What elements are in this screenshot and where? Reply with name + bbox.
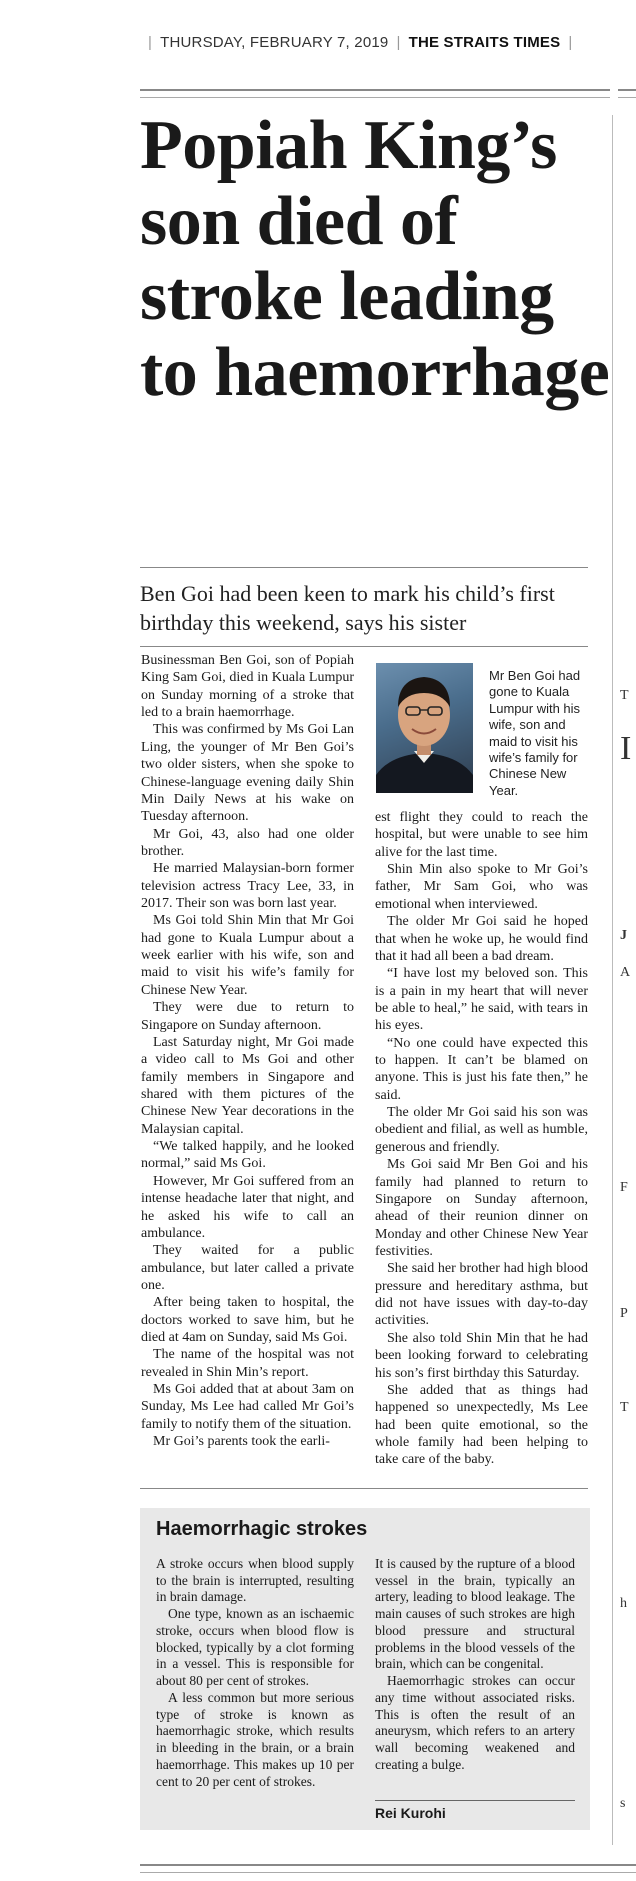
factbox-column-1 bbox=[156, 1556, 354, 1790]
byline-rule bbox=[375, 1800, 575, 1801]
adjacent-column-fragment: T bbox=[620, 688, 629, 703]
paragraph: Ms Goi told Shin Min that Mr Goi had gone to Kuala Lumpur about a week earlier with his wife, son and maid to visit his wife’s family for Chinese New Year. bbox=[141, 913, 354, 998]
headline: Popiah King’s son died of stroke leading to haemorrhage bbox=[140, 107, 610, 411]
paragraph: After being taken to hospital, the doctors worked to save him, but he died at 4am on Sunday, said Ms Goi. bbox=[141, 1295, 354, 1346]
paragraph: The name of the hospital was not revealed in Shin Min’s report. bbox=[141, 1347, 354, 1380]
portrait-illustration bbox=[376, 663, 473, 793]
paragraph: She said her brother had high blood pressure and hereditary asthma, but did not have issues with day-to-day activities. bbox=[375, 1261, 588, 1329]
portrait-photo bbox=[376, 663, 473, 793]
paragraph: Ms Goi added that at about 3am on Sunday, Ms Lee had called Mr Goi’s family to notify them of the situation. bbox=[141, 1382, 354, 1432]
factbox-title: Haemorrhagic strokes bbox=[156, 1518, 368, 1540]
paragraph: The older Mr Goi said his son was obedient and filial, as well as humble, generous and friendly. bbox=[375, 1105, 588, 1155]
paragraph: Ms Goi said Mr Ben Goi and his family had planned to return to Singapore on Sunday afternoon, ahead of their reunion dinner on Monday and other Chinese New Year festivities. bbox=[375, 1157, 588, 1259]
paragraph: Haemorrhagic strokes can occur any time without associated risks. This is often the result of an aneurysm, which refers to an artery wall becoming weakened and creating a bulge. bbox=[375, 1673, 575, 1772]
divider: | bbox=[568, 34, 573, 51]
dateline bbox=[140, 34, 580, 51]
photo-caption: Mr Ben Goi had gone to Kuala Lumpur with his wife, son and maid to visit his wife’s family for Chinese New Year. bbox=[489, 668, 581, 798]
paragraph: The older Mr Goi said he hoped that when he woke up, he would find that it had all been a bad dream. bbox=[375, 914, 588, 964]
paragraph: He married Malaysian-born former television actress Tracy Lee, 33, in 2017. Their son was born last year. bbox=[141, 861, 354, 912]
divider: | bbox=[396, 34, 401, 51]
standfirst-rule bbox=[140, 567, 588, 568]
footer-rule bbox=[140, 1864, 636, 1873]
paragraph: This was confirmed by Ms Goi Lan Ling, the younger of Mr Ben Goi’s two older sisters, when she spoke to Chinese-language evening daily Shin Min Daily News at his wake on Tuesday afternoon. bbox=[141, 722, 354, 825]
divider: | bbox=[148, 34, 153, 51]
paragraph: Mr Goi’s parents took the earli- bbox=[153, 1434, 330, 1450]
adjacent-column-fragment: F bbox=[620, 1180, 628, 1195]
paragraph: She added that as things had happened so unexpectedly, Ms Lee had been quite emotional, so the whole family had been helping to take care of the baby. bbox=[375, 1382, 588, 1468]
paragraph: One type, known as an ischaemic stroke, occurs when blood flow is blocked, typically by a clot forming in a vessel. This is responsible for about 80 per cent of strokes. bbox=[156, 1606, 354, 1689]
article-column-1 bbox=[141, 652, 354, 1451]
adjacent-column-fragment: P bbox=[620, 1306, 628, 1321]
paragraph: Last Saturday night, Mr Goi made a video call to Ms Goi and other family members in Singapore and shared with them pictures of the Chinese New Year decorations in the Malaysian capital. bbox=[141, 1034, 354, 1137]
paragraph: A stroke occurs when blood supply to the brain is interrupted, resulting in brain damage. bbox=[156, 1556, 354, 1605]
adjacent-column-fragment: T bbox=[620, 1400, 629, 1415]
adjacent-column-fragment: I bbox=[620, 730, 632, 767]
adjacent-column-fragment: h bbox=[620, 1596, 627, 1611]
header-rule bbox=[140, 89, 610, 98]
paragraph: They waited for a public ambulance, but later called a private one. bbox=[141, 1243, 354, 1293]
adjacent-header-rule bbox=[618, 89, 636, 98]
issue-date: THURSDAY, FEBRUARY 7, 2019 bbox=[160, 34, 389, 51]
paragraph: Shin Min also spoke to Mr Goi’s father, Mr Sam Goi, who was emotional when interviewed. bbox=[375, 862, 588, 912]
paragraph: However, Mr Goi suffered from an intense headache later that night, and he asked his wife to call an ambulance. bbox=[141, 1173, 354, 1241]
adjacent-column-fragment: s bbox=[620, 1796, 626, 1811]
adjacent-column-fragment: A bbox=[620, 965, 631, 980]
newspaper-name: THE STRAITS TIMES bbox=[408, 34, 561, 51]
paragraph: “We talked happily, and he looked normal,” said Ms Goi. bbox=[141, 1139, 354, 1172]
paragraph: It is caused by the rupture of a blood vessel in the brain, typically an artery, leading to blood leakage. The main causes of such strokes are high blood pressure and structural problems in the blood vessels of the brain, which can be congenital. bbox=[375, 1556, 575, 1672]
column-divider bbox=[612, 115, 613, 1845]
sidebar-top-rule bbox=[140, 1488, 588, 1489]
paragraph: est flight they could to reach the hospital, but were unable to see him alive for the last time. bbox=[375, 810, 588, 860]
paragraph: Mr Goi, 43, also had one older brother. bbox=[141, 826, 354, 859]
adjacent-column-fragment: J bbox=[620, 928, 627, 943]
paragraph: Businessman Ben Goi, son of Popiah King Sam Goi, died in Kuala Lumpur on Sunday morning of a stroke that led to a brain haemorrhage. bbox=[141, 653, 354, 721]
paragraph: “I have lost my beloved son. This is a pain in my heart that will never be able to heal,” he said, with tears in his eyes. bbox=[375, 966, 588, 1034]
standfirst: Ben Goi had been keen to mark his child’s first birthday this weekend, says his sister bbox=[140, 581, 555, 635]
paragraph: She also told Shin Min that he had been looking forward to celebrating his son’s first birthday this Saturday. bbox=[375, 1330, 588, 1381]
body-rule bbox=[140, 646, 588, 647]
factbox-column-2 bbox=[375, 1556, 575, 1774]
byline: Rei Kurohi bbox=[375, 1805, 446, 1821]
paragraph: They were due to return to Singapore on Sunday afternoon. bbox=[141, 1000, 354, 1033]
article-column-2 bbox=[375, 809, 588, 1469]
paragraph: “No one could have expected this to happen. It can’t be blamed on anyone. This is just his fate then,” he said. bbox=[375, 1035, 588, 1103]
paragraph: A less common but more serious type of stroke is known as haemorrhagic stroke, which results in bleeding in the brain, or a brain haemorrhage. This makes up 10 per cent to 20 per cent of strokes. bbox=[156, 1689, 354, 1789]
